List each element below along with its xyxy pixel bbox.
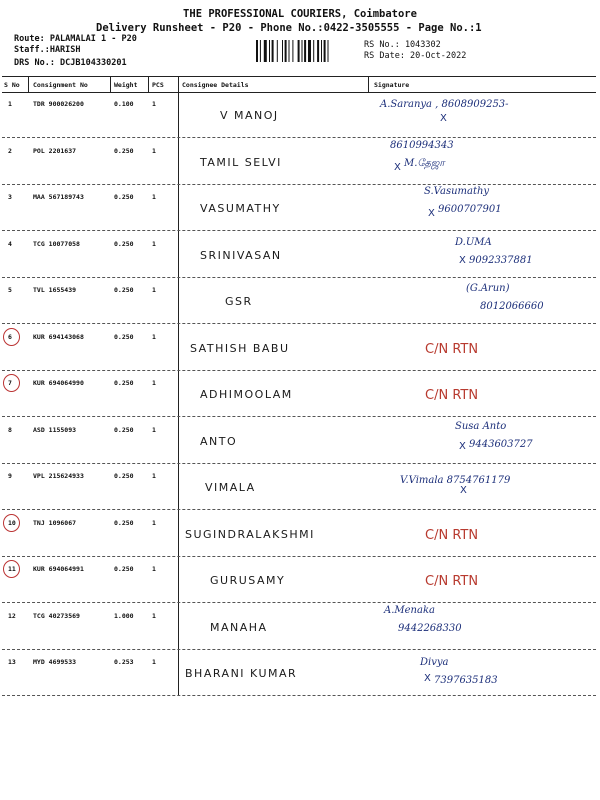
column-header-pcs: PCS: [152, 81, 164, 89]
consignment-number: KUR 694064991: [33, 565, 84, 573]
table-row: [0, 558, 600, 604]
table-row: [0, 186, 600, 232]
row-divider: [2, 323, 596, 324]
row-divider: [2, 370, 596, 371]
signature-phone: 9443603727: [469, 438, 533, 450]
table-row: [0, 233, 600, 279]
serial-number: 6: [8, 332, 12, 341]
rs-number: RS No.: 1043302: [364, 40, 441, 50]
row-divider: [2, 137, 596, 138]
consignment-number: ASD 1155093: [33, 425, 77, 434]
consignee-name: GSR: [225, 295, 253, 308]
column-header-weight: Weight: [114, 81, 138, 89]
runsheet-subtitle: Delivery Runsheet - P20 - Phone No.:0422-3505555 - Page No.:1: [96, 22, 482, 34]
consignment-number: TCG 40273569: [33, 611, 80, 620]
pieces-count: 1: [152, 146, 156, 155]
row-divider: [2, 509, 596, 510]
pieces-count: 1: [152, 518, 156, 527]
signature-text: Divya: [420, 657, 449, 668]
pieces-count: 1: [152, 193, 156, 201]
column-divider: [148, 76, 149, 92]
consignee-name: ANTO: [200, 434, 238, 448]
table-row: [0, 651, 600, 697]
signature-text: 8610994343: [390, 139, 454, 151]
column-divider: [110, 76, 111, 92]
weight-value: 0.250: [114, 565, 134, 573]
pieces-count: 1: [152, 658, 156, 666]
pieces-count: 1: [152, 379, 156, 387]
consignment-number: TNJ 1096067: [33, 518, 77, 527]
weight-value: 0.250: [114, 193, 134, 201]
column-header-sno: S No: [4, 81, 20, 89]
serial-number: 7: [8, 379, 12, 387]
row-divider: [2, 416, 596, 417]
consignment-number: MAA 567189743: [33, 193, 84, 201]
cross-mark: X: [460, 485, 467, 496]
consignee-name: VIMALA: [205, 481, 256, 494]
pieces-count: 1: [152, 425, 156, 434]
return-note: C/N RTN: [425, 388, 479, 403]
signature-phone: M.தேஜா: [404, 157, 445, 169]
cross-mark: X: [459, 254, 466, 266]
table-row: [0, 605, 600, 651]
consignment-number: KUR 694064990: [33, 379, 84, 387]
cross-mark: X: [440, 113, 447, 124]
serial-number: 4: [8, 239, 12, 248]
cross-mark: X: [394, 161, 401, 173]
table-top-border: [2, 76, 596, 77]
serial-number: 8: [8, 425, 12, 434]
consignee-name: MANAHA: [210, 620, 268, 634]
consignment-number: TCG 10077058: [33, 239, 80, 248]
weight-value: 0.250: [114, 239, 134, 248]
weight-value: 0.250: [114, 286, 134, 294]
weight-value: 0.250: [114, 518, 134, 527]
weight-value: 0.250: [114, 146, 134, 155]
staff-label: Staff.:HARISH: [14, 45, 81, 55]
consignee-name: GURUSAMY: [210, 574, 286, 587]
drs-number: DRS No.: DCJB104330201: [14, 58, 127, 68]
table-row: [0, 279, 600, 325]
serial-number: 13: [8, 658, 16, 666]
column-header-consignee: Consignee Details: [182, 81, 249, 89]
signature-text: (G.Arun): [466, 283, 510, 294]
signature-phone: 9600707901: [438, 204, 502, 215]
consignment-number: POL 2201637: [33, 146, 77, 155]
weight-value: 0.250: [114, 379, 134, 387]
pieces-count: 1: [152, 332, 156, 341]
cross-mark: X: [459, 440, 466, 452]
pieces-count: 1: [152, 472, 156, 480]
weight-value: 1.000: [114, 611, 134, 620]
table-row: [0, 465, 600, 511]
route-label: Route: PALAMALAI 1 - P20: [14, 34, 137, 44]
signature-phone: 7397635183: [434, 675, 498, 686]
row-divider: [2, 649, 596, 650]
row-divider: [2, 184, 596, 185]
table-row: [0, 419, 600, 465]
serial-number: 5: [8, 286, 12, 294]
row-divider: [2, 602, 596, 603]
consignment-number: KUR 694143068: [33, 332, 84, 341]
row-divider: [2, 463, 596, 464]
serial-number: 10: [8, 518, 16, 527]
column-divider: [28, 76, 29, 92]
column-divider: [368, 76, 369, 92]
weight-value: 0.250: [114, 472, 134, 480]
signature-phone: 8012066660: [480, 301, 544, 312]
signature-text: V.Vimala 8754761179: [400, 475, 511, 486]
pieces-count: 1: [152, 239, 156, 248]
consignee-name: SATHISH BABU: [190, 341, 290, 355]
table-row: [0, 512, 600, 558]
return-note: C/N RTN: [425, 574, 479, 589]
consignee-name: VASUMATHY: [200, 202, 281, 215]
company-title: THE PROFESSIONAL COURIERS, Coimbatore: [183, 8, 417, 20]
pieces-count: 1: [152, 565, 156, 573]
table-row: [0, 326, 600, 372]
weight-value: 0.100: [114, 100, 134, 108]
weight-value: 0.253: [114, 658, 134, 666]
table-row: [0, 140, 600, 186]
table-row: [0, 93, 600, 139]
row-divider: [2, 556, 596, 557]
serial-number: 1: [8, 100, 12, 108]
return-note: C/N RTN: [425, 341, 479, 357]
cross-mark: X: [428, 208, 435, 219]
return-note: C/N RTN: [425, 527, 479, 543]
weight-value: 0.250: [114, 425, 134, 434]
pieces-count: 1: [152, 286, 156, 294]
signature-text: D.UMA: [455, 236, 492, 248]
signature-text: Susa Anto: [455, 420, 507, 432]
consignment-number: TDR 900026200: [33, 100, 84, 108]
serial-number: 2: [8, 146, 12, 155]
barcode: [256, 40, 356, 62]
consignee-name: ADHIMOOLAM: [200, 388, 293, 401]
rs-date: RS Date: 20-Oct-2022: [364, 51, 467, 61]
signature-text: S.Vasumathy: [424, 186, 490, 197]
column-header-consignment: Consignment No: [33, 81, 88, 89]
serial-number: 3: [8, 193, 12, 201]
serial-number: 12: [8, 611, 16, 620]
consignee-name: TAMIL SELVI: [200, 155, 282, 169]
signature-text: A.Saranya , 8608909253-: [380, 99, 509, 110]
consignee-name: SUGINDRALAKSHMI: [185, 527, 315, 541]
column-header-signature: Signature: [374, 81, 410, 89]
consignee-name: SRINIVASAN: [200, 248, 282, 262]
serial-number: 9: [8, 472, 12, 480]
row-divider: [2, 277, 596, 278]
pieces-count: 1: [152, 611, 156, 620]
signature-text: A.Menaka: [384, 604, 435, 616]
consignee-name: V MANOJ: [220, 109, 279, 122]
consignee-name: BHARANI KUMAR: [185, 667, 298, 680]
row-divider: [2, 230, 596, 231]
weight-value: 0.250: [114, 332, 134, 341]
consignment-number: VPL 215624933: [33, 472, 84, 480]
serial-number: 11: [8, 565, 16, 573]
row-divider: [2, 695, 596, 696]
consignment-number: MYD 4699533: [33, 658, 77, 666]
pieces-count: 1: [152, 100, 156, 108]
consignment-number: TVL 1655439: [33, 286, 77, 294]
table-row: [0, 372, 600, 418]
signature-phone: 9092337881: [469, 254, 533, 266]
cross-mark: X: [424, 673, 431, 684]
signature-phone: 9442268330: [398, 622, 462, 634]
